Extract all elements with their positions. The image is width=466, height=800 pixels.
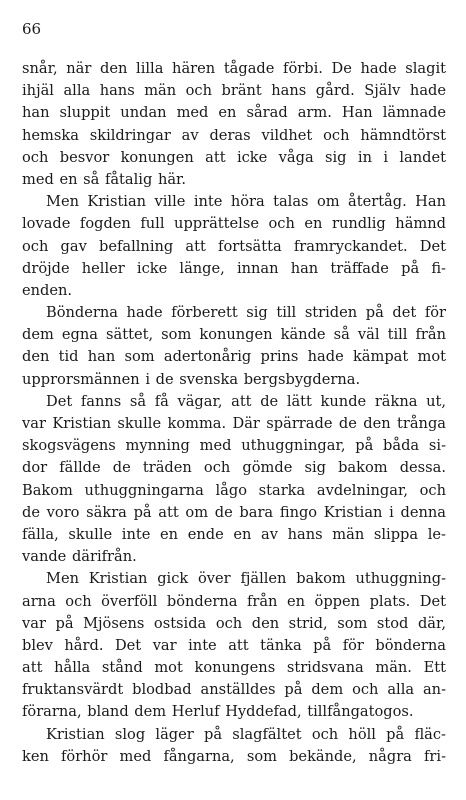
text-line: var på Mjösens ostsida och den strid, som stod där, [22, 614, 446, 632]
text-line: vande därifrån. [22, 548, 137, 566]
text-line: han sluppit undan med en sårad arm. Han lämnade [22, 104, 446, 122]
text-line: Bönderna hade förberett sig till striden på det för [46, 304, 446, 322]
text-line: Det fanns så få vägar, att de lätt kunde räkna ut, [46, 392, 446, 410]
text-line: arna och överföll bönderna från en öppen plats. Det [22, 592, 446, 610]
text-line: de voro säkra på att om de bara fingo Kristian i denna [22, 503, 446, 521]
text-line: och gav befallning att fortsätta framryckandet. Det [22, 237, 446, 255]
text-line: var Kristian skulle komma. Där spärrade de den trånga [22, 415, 446, 432]
text-line: upprorsmännen i de svenska bergsbygderna. [22, 370, 361, 388]
text-line: snår, när den lilla hären tågade förbi. De hade slagit [22, 60, 446, 77]
text-line: blev hård. Det var inte att tänka på för bönderna [22, 636, 446, 654]
text-line: den tid han som adertonårig prins hade kämpat mot [22, 348, 446, 366]
text-line: dem egna sättet, som konungen kände så väl till från [22, 326, 446, 344]
text-line: med en så fåtalig här. [22, 170, 187, 188]
page-number: 66 [22, 20, 42, 38]
text-line: och besvor konungen att icke våga sig in i landet [22, 148, 446, 166]
text-line: förarna, bland dem Herluf Hyddefad, tillfångatogos. [22, 703, 414, 721]
text-line: fruktansvärdt blodbad anställdes på dem och alla an- [22, 681, 446, 699]
text-line: fälla, skulle inte en ende en av hans män slippa le- [22, 525, 446, 543]
text-line: Bakom uthuggningarna lågo starka avdelningar, och [22, 481, 446, 499]
text-line: Men Kristian gick över fjällen bakom uthuggning- [46, 570, 446, 588]
text-line: Men Kristian ville inte höra talas om återtåg. Han [46, 193, 446, 211]
text-line: lovade fogden full upprättelse och en rundlig hämnd [22, 215, 446, 233]
text-line: enden. [22, 281, 73, 299]
text-line: Kristian slog läger på slagfältet och höll på fläc- [46, 725, 446, 743]
text-line: dröjde heller icke länge, innan han träffade på fi- [22, 259, 446, 277]
text-line: skogsvägens mynning med uthuggningar, på båda si- [22, 437, 446, 455]
text-line: ihjäl alla hans män och bränt hans gård. Själv hade [22, 82, 446, 100]
text-line: hemska skildringar av deras vildhet och hämndtörst [22, 126, 446, 144]
body-text [22, 58, 446, 768]
text-line: att hålla stånd mot konungens stridsvana män. Ett [22, 659, 446, 677]
text-line: ken förhör med fångarna, som bekände, några fri- [22, 747, 446, 765]
text-line: dor fällde de träden och gömde sig bakom dessa. [22, 459, 446, 477]
